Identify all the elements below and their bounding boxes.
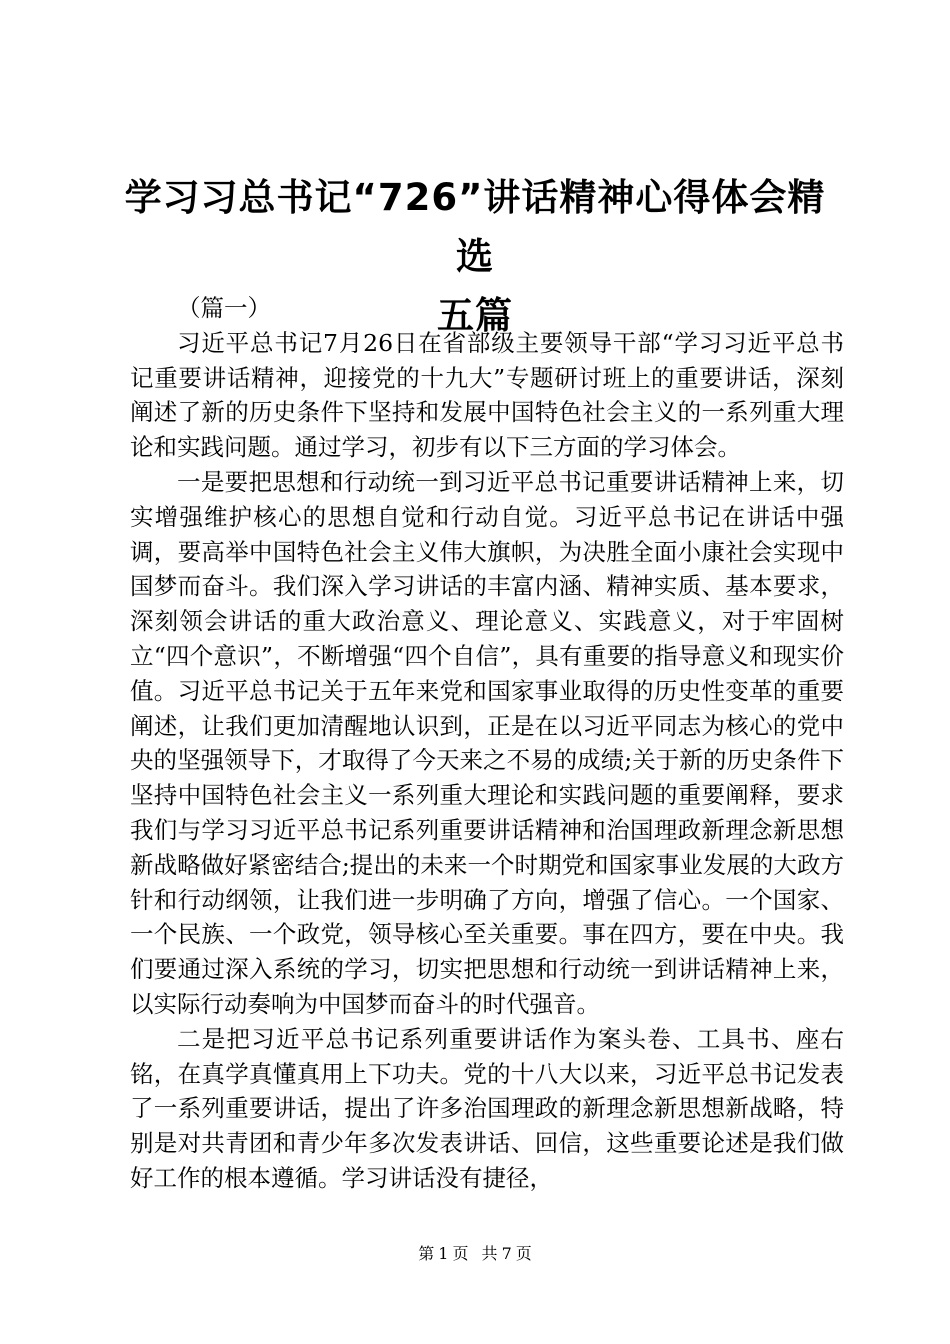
paragraph-intro: 习近平总书记7月26日在省部级主要领导干部“学习习近平总书记重要讲话精神，迎接党的十九大”专题研讨班上的重要讲话，深刻阐述了新的历史条件下坚持和发展中国特色社会主义的一系列重大理论和实践问题。通过学习，初步有以下三方面的学习体会。 (130, 328, 844, 462)
page-suffix: 页 (452, 1244, 469, 1263)
section-label: （篇一） (177, 294, 271, 322)
page-footer (0, 1244, 950, 1264)
page-prefix: 第 (418, 1244, 435, 1263)
total-pages: 7 (501, 1244, 512, 1263)
title-line-1: 学习习总书记“726”讲话精神心得体会精选 (124, 176, 826, 278)
title-line-2: 五篇 (437, 294, 513, 337)
paragraph-point-one: 一是要把思想和行动统一到习近平总书记重要讲话精神上来，切实增强维护核心的思想自觉和行动自觉。习近平总书记在讲话中强调，要高举中国特色社会主义伟大旗帜，为决胜全面小康社会实现中国梦而奋斗。我们深入学习讲话的丰富内涵、精神实质、基本要求，深刻领会讲话的重大政治意义、理论意义、实践意义，对于牢固树立“四个意识”，不断增强“四个自信”，具有重要的指导意义和现实价值。习近平总书记关于五年来党和国家事业取得的历史性变革的重要阐述，让我们更加清醒地认识到，正是在以习近平同志为核心的党中央的坚强领导下，才取得了今天来之不易的成绩;关于新的历史条件下坚持中国特色社会主义一系列重大理论和实践问题的重要阐释，要求我们与学习习近平总书记系列重要讲话精神和治国理政新理念新思想新战略做好紧密结合;提出的未来一个时期党和国家事业发展的大政方针和行动纲领，让我们进一步明确了方向，增强了信心。一个国家、一个民族、一个政党，领导核心至关重要。事在四方，要在中央。我们要通过深入系统的学习，切实把思想和行动统一到讲话精神上来，以实际行动奏响为中国梦而奋斗的时代强音。 (130, 467, 844, 1018)
paragraph-point-two: 二是把习近平总书记系列重要讲话作为案头卷、工具书、座右铭，在真学真懂真用上下功夫。党的十八大以来，习近平总书记发表了一系列重要讲话，提出了许多治国理政的新理念新思想新战略，特别是对共青团和青少年多次发表讲话、回信，这些重要论述是我们做好工作的根本遵循。学习讲话没有捷径， (130, 1024, 844, 1192)
page-indicator (416, 1244, 470, 1263)
page-number: 1 (438, 1244, 449, 1263)
total-suffix: 页 (515, 1244, 532, 1263)
total-pages-indicator (480, 1244, 534, 1263)
total-prefix: 共 (481, 1244, 498, 1263)
document-body (130, 291, 844, 1196)
